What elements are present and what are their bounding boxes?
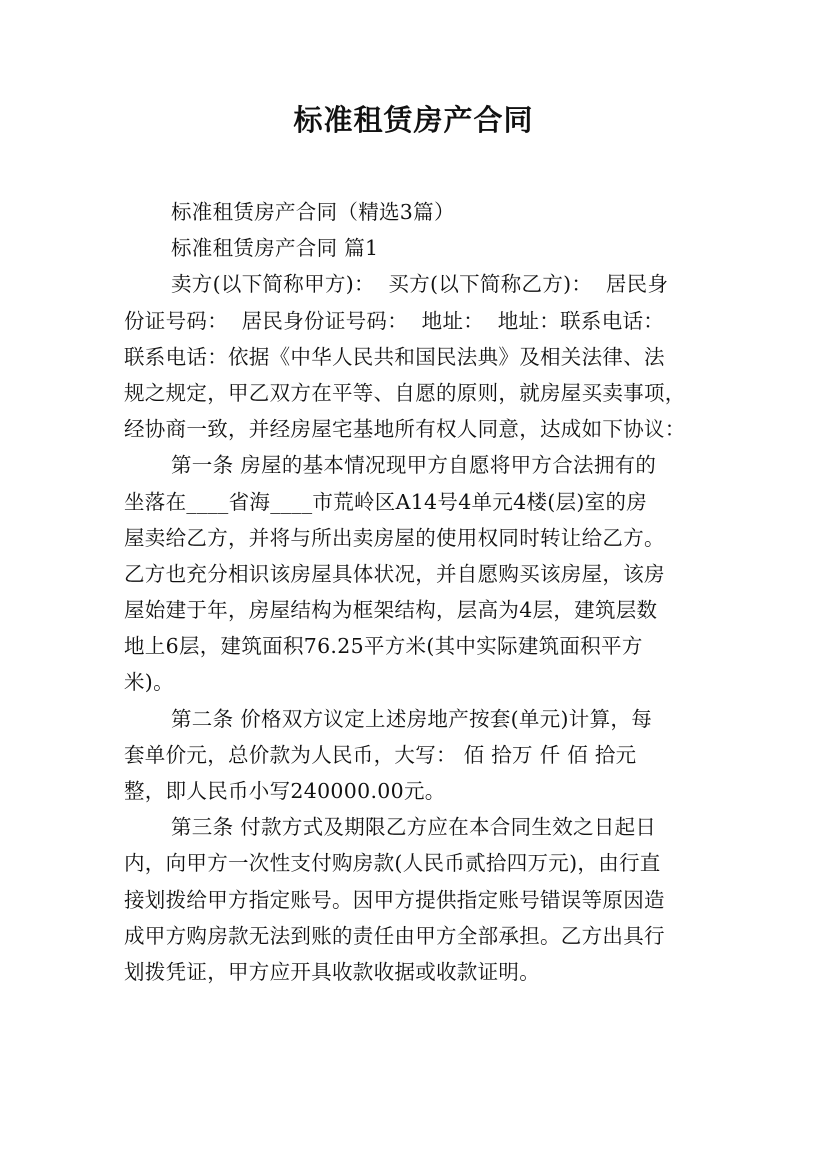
doc-line: 屋卖给乙方，并将与所出卖房屋的使用权同时转让给乙方。 [124, 525, 665, 550]
doc-line: 经协商一致，并经房屋宅基地所有权人同意，达成如下协议： [124, 417, 686, 442]
doc-line-section-heading: 标准租赁房产合同 篇1 [171, 236, 379, 261]
doc-line: 规之规定，甲乙双方在平等、自愿的原则，就房屋买卖事项， [124, 380, 686, 405]
doc-line: 地上6层，建筑面积76.25平方米(其中实际建筑面积平方 [124, 634, 643, 659]
doc-line: 内，向甲方一次性支付购房款(人民币贰拾四万元)，由行直 [124, 851, 661, 876]
doc-line: 乙方也充分相识该房屋具体状况，并自愿购买该房屋，该房 [124, 561, 665, 586]
doc-line: 整，即人民币小写240000.00元。 [124, 779, 446, 803]
doc-line: 套单价元，总价款为人民币，大写： 佰 拾万 仟 佰 拾元 [124, 742, 637, 767]
document-body [124, 194, 709, 990]
doc-line: 划拨凭证，甲方应开具收款收据或收款证明。 [124, 959, 540, 984]
doc-line-parties: 卖方(以下简称甲方)： 买方(以下简称乙方)： 居民身 [171, 272, 669, 297]
doc-line-article-2: 第二条 价格双方议定上述房地产按套(单元)计算，每 [171, 706, 653, 731]
doc-line: 联系电话：依据《中华人民共和国民法典》及相关法律、法 [124, 344, 665, 369]
doc-line-article-1: 第一条 房屋的基本情况现甲方自愿将甲方合法拥有的 [171, 453, 657, 478]
document-title: 标准租赁房产合同 [293, 103, 534, 137]
doc-line: 成甲方购房款无法到账的责任由甲方全部承担。乙方出具行 [124, 923, 665, 948]
doc-line: 接划拨给甲方指定账号。因甲方提供指定账号错误等原因造 [124, 887, 665, 912]
doc-line-subtitle: 标准租赁房产合同（精选3篇） [171, 200, 455, 224]
doc-line-article-3: 第三条 付款方式及期限乙方应在本合同生效之日起日 [171, 815, 657, 840]
doc-line: 份证号码： 居民身份证号码： 地址： 地址：联系电话： [124, 308, 665, 333]
doc-line: 屋始建于年，房屋结构为框架结构，层高为4层，建筑层数 [124, 598, 658, 623]
doc-line: 米)。 [124, 670, 174, 695]
doc-line: 坐落在____省海____市荒岭区A14号4单元4楼(层)室的房 [124, 489, 648, 514]
